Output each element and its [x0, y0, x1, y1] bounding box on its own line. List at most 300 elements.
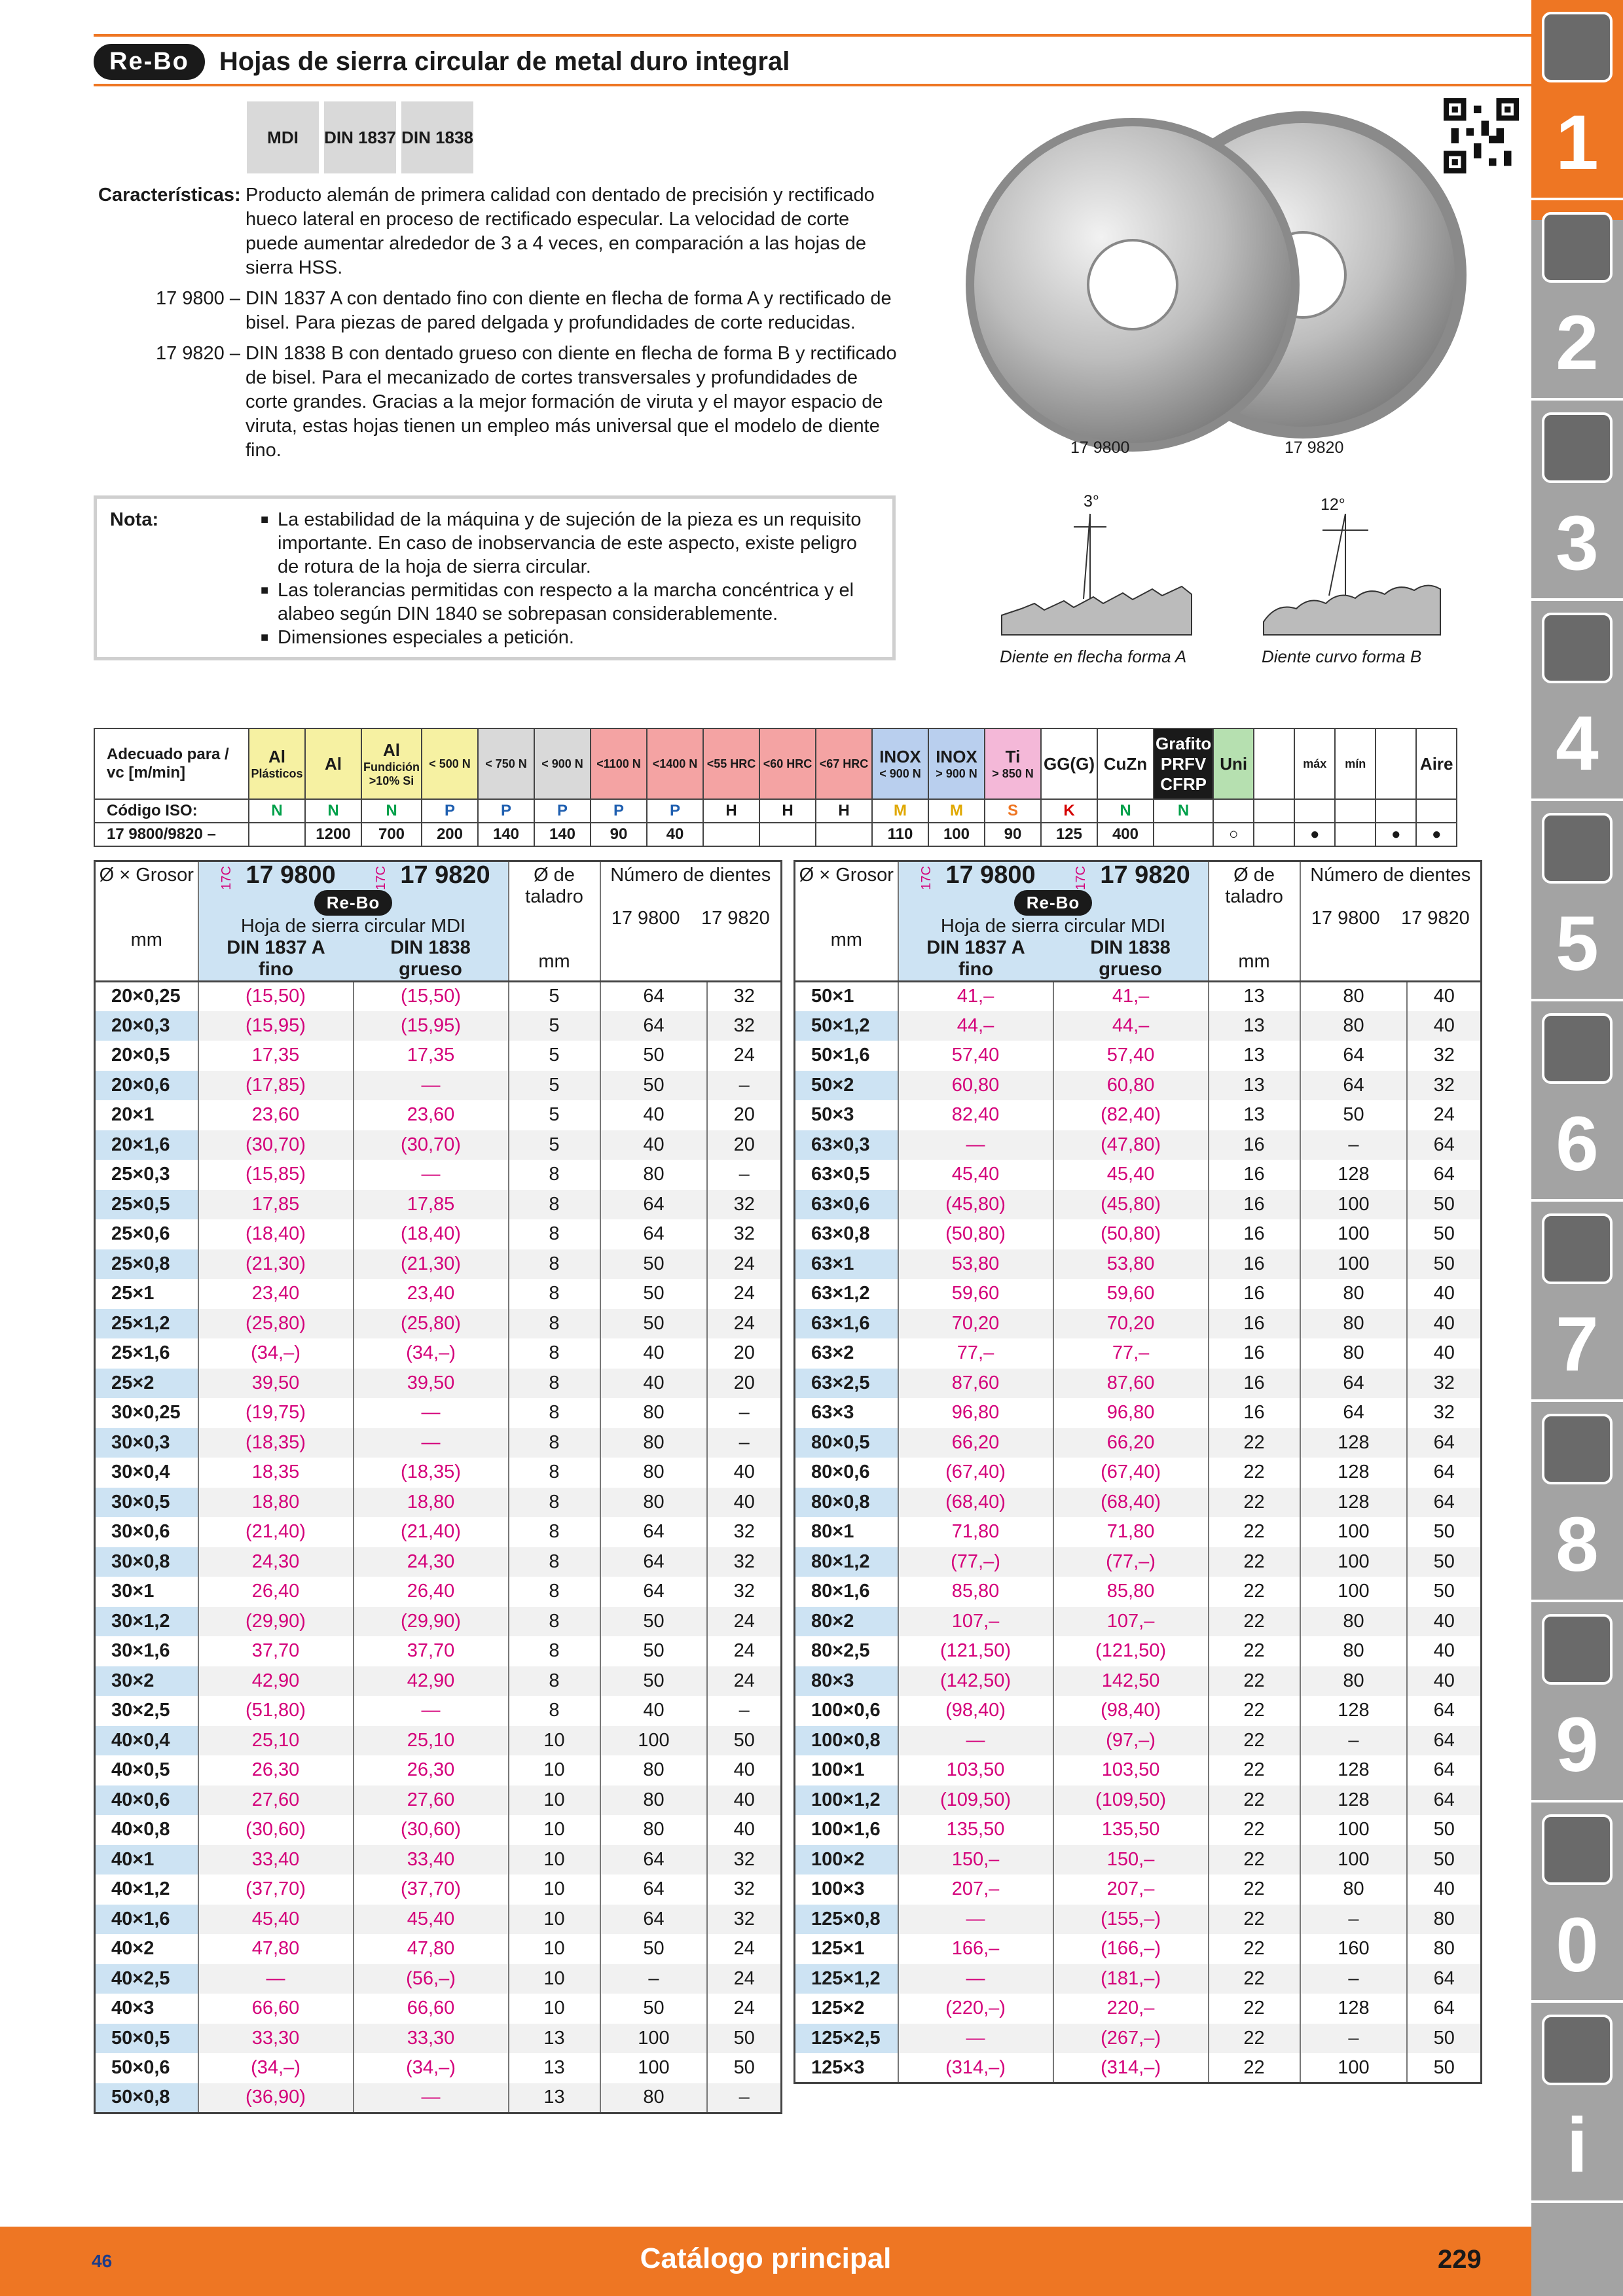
- teeth-coarse-cell: 64: [1407, 1488, 1481, 1518]
- price-fine-cell: 45,40: [898, 1160, 1053, 1190]
- intro-item-fine: [98, 287, 903, 335]
- size-cell: 80×0,8: [795, 1488, 898, 1518]
- size-cell: 30×0,3: [95, 1428, 198, 1458]
- size-cell: 25×0,8: [95, 1249, 198, 1280]
- iso-code: S: [985, 799, 1041, 823]
- teeth-fine-cell: 128: [1300, 1160, 1408, 1190]
- table-row: [795, 1488, 1482, 1518]
- material-header: Al: [305, 728, 361, 799]
- price-fine-cell: (77,–): [898, 1547, 1053, 1577]
- teeth-coarse-cell: 32: [707, 1874, 781, 1905]
- size-cell: 125×1: [795, 1934, 898, 1964]
- teeth-coarse-cell: 24: [707, 1934, 781, 1964]
- table-row: [795, 1160, 1482, 1190]
- price-coarse-cell: 27,60: [354, 1785, 509, 1816]
- size-cell: 50×1,6: [795, 1041, 898, 1071]
- price-coarse-cell: 23,60: [354, 1100, 509, 1130]
- price-fine-cell: (68,40): [898, 1488, 1053, 1518]
- chapter-tab-3[interactable]: [1531, 401, 1623, 620]
- size-cell: 50×2: [795, 1071, 898, 1101]
- teeth-fine-cell: 64: [600, 1517, 708, 1547]
- price-fine-cell: 207,–: [898, 1874, 1053, 1905]
- price-coarse-cell: (18,40): [354, 1219, 509, 1249]
- bore-cell: 8: [509, 1160, 600, 1190]
- bore-cell: 22: [1209, 1905, 1300, 1935]
- bore-cell: 13: [1209, 1100, 1300, 1130]
- teeth-fine-cell: 80: [1300, 1309, 1408, 1339]
- table-row: [795, 1607, 1482, 1637]
- bore-cell: 16: [1209, 1369, 1300, 1399]
- chapter-number: 3: [1556, 500, 1599, 586]
- price-fine-cell: —: [198, 1964, 354, 1994]
- note-item: ■ La estabilidad de la máquina y de sujeción de la pieza es un requisito importante. En caso de inobservancia de este aspecto, existe peligro de rotura de la hoja de sierra circular.: [261, 508, 879, 579]
- page-title: Hojas de sierra circular de metal duro integral: [219, 46, 790, 76]
- teeth-fine-cell: 100: [1300, 1249, 1408, 1280]
- bore-cell: 8: [509, 1666, 600, 1696]
- chapter-tab-7[interactable]: [1531, 1202, 1623, 1422]
- chapter-number: 8: [1556, 1501, 1599, 1588]
- size-cell: 20×1,6: [95, 1130, 198, 1160]
- cutting-speed: 140: [478, 823, 534, 846]
- saw-blades-image: [936, 98, 1473, 465]
- cutting-speed: 90: [985, 823, 1041, 846]
- size-cell: 50×0,8: [95, 2083, 198, 2113]
- price-fine-cell: (37,70): [198, 1874, 354, 1905]
- price-fine-cell: 77,–: [898, 1338, 1053, 1369]
- teeth-coarse-cell: 24: [707, 1279, 781, 1309]
- teeth-coarse-cell: 50: [1407, 1517, 1481, 1547]
- bore-cell: 16: [1209, 1309, 1300, 1339]
- teeth-fine-cell: –: [600, 1964, 708, 1994]
- price-fine-cell: —: [898, 2024, 1053, 2054]
- teeth-fine-cell: 50: [600, 1607, 708, 1637]
- table-row: [95, 1190, 782, 1220]
- bore-cell: 13: [1209, 981, 1300, 1011]
- price-fine-cell: 71,80: [898, 1517, 1053, 1547]
- size-cell: 30×0,5: [95, 1488, 198, 1518]
- bore-cell: 8: [509, 1517, 600, 1547]
- material-header: máx: [1294, 728, 1335, 799]
- chapter-number: i: [1566, 2102, 1588, 2189]
- price-fine-cell: (18,40): [198, 1219, 354, 1249]
- price-fine-cell: 103,50: [898, 1755, 1053, 1785]
- chapter-icon: [1542, 2015, 1613, 2085]
- material-header: <1100 N: [591, 728, 647, 799]
- teeth-fine-cell: 100: [1300, 1547, 1408, 1577]
- price-fine-cell: (50,80): [898, 1219, 1053, 1249]
- price-coarse-cell: 17,35: [354, 1041, 509, 1071]
- size-cell: 20×0,3: [95, 1011, 198, 1041]
- teeth-coarse-cell: 64: [1407, 1964, 1481, 1994]
- material-header: CuZn: [1097, 728, 1154, 799]
- iso-code: M: [928, 799, 985, 823]
- bore-cell: 8: [509, 1249, 600, 1280]
- price-fine-cell: (21,30): [198, 1249, 354, 1280]
- bore-cell: 22: [1209, 1458, 1300, 1488]
- size-cell: 63×0,6: [795, 1190, 898, 1220]
- chapter-number: 6: [1556, 1101, 1599, 1187]
- table-row: [795, 1905, 1482, 1935]
- price-fine-cell: (36,90): [198, 2083, 354, 2113]
- table-row: [795, 1815, 1482, 1845]
- size-cell: 25×2: [95, 1369, 198, 1399]
- chapter-icon: [1542, 1013, 1613, 1084]
- price-fine-cell: (314,–): [898, 2053, 1053, 2083]
- chapter-tab-2[interactable]: [1531, 200, 1623, 420]
- price-fine-cell: (34,–): [198, 2053, 354, 2083]
- material-header: <60 HRC: [759, 728, 816, 799]
- teeth-coarse-cell: 32: [707, 1190, 781, 1220]
- size-cell: 30×0,6: [95, 1517, 198, 1547]
- footer: [0, 2227, 1531, 2296]
- size-cell: 63×1: [795, 1249, 898, 1280]
- size-cell: 20×0,6: [95, 1071, 198, 1101]
- price-coarse-cell: (181,–): [1053, 1964, 1209, 1994]
- iso-code: M: [872, 799, 928, 823]
- price-coarse-cell: 45,40: [1053, 1160, 1209, 1190]
- teeth-coarse-cell: 32: [707, 1905, 781, 1935]
- bore-cell: 8: [509, 1219, 600, 1249]
- table-row: [795, 2053, 1482, 2083]
- size-cell: 40×1,2: [95, 1874, 198, 1905]
- size-cell: 125×3: [795, 2053, 898, 2083]
- price-coarse-cell: 45,40: [354, 1905, 509, 1935]
- iso-code: [1335, 799, 1376, 823]
- size-cell: 30×1: [95, 1577, 198, 1607]
- table-row: [795, 1011, 1482, 1041]
- teeth-coarse-cell: 64: [1407, 1994, 1481, 2024]
- price-fine-cell: (67,40): [898, 1458, 1053, 1488]
- cutting-speed: ○: [1213, 823, 1254, 846]
- bore-cell: 22: [1209, 1994, 1300, 2024]
- price-coarse-cell: —: [354, 1160, 509, 1190]
- size-cell: 40×1: [95, 1845, 198, 1875]
- table-row: [795, 1100, 1482, 1130]
- table-row: [795, 1369, 1482, 1399]
- price-coarse-cell: 207,–: [1053, 1874, 1209, 1905]
- size-cell: 25×1,2: [95, 1309, 198, 1339]
- price-fine-cell: 150,–: [898, 1845, 1053, 1875]
- teeth-fine-cell: –: [1300, 1130, 1408, 1160]
- chapter-tab-1[interactable]: [1531, 0, 1623, 220]
- material-header: < 500 N: [422, 728, 478, 799]
- teeth-fine-cell: 64: [600, 981, 708, 1011]
- price-fine-cell: 24,30: [198, 1547, 354, 1577]
- price-coarse-cell: (68,40): [1053, 1488, 1209, 1518]
- table-row: [95, 1964, 782, 1994]
- price-fine-cell: (30,60): [198, 1815, 354, 1845]
- footer-page-number: 229: [1438, 2245, 1482, 2274]
- price-coarse-cell: (18,35): [354, 1458, 509, 1488]
- table-row: [795, 1517, 1482, 1547]
- tooth-form-b: [1264, 514, 1440, 635]
- chapter-tab-9[interactable]: [1531, 1602, 1623, 1822]
- size-cell: 100×1,6: [795, 1815, 898, 1845]
- price-fine-cell: 41,–: [898, 981, 1053, 1011]
- iso-code: H: [703, 799, 759, 823]
- teeth-coarse-cell: 24: [707, 1249, 781, 1280]
- teeth-fine-cell: 100: [1300, 1577, 1408, 1607]
- teeth-coarse-cell: 40: [1407, 1011, 1481, 1041]
- teeth-coarse-cell: 64: [1407, 1160, 1481, 1190]
- teeth-coarse-cell: 64: [1407, 1755, 1481, 1785]
- teeth-fine-cell: 80: [600, 1488, 708, 1518]
- price-fine-cell: (121,50): [898, 1636, 1053, 1666]
- price-coarse-cell: —: [354, 1398, 509, 1428]
- size-cell: 30×2,5: [95, 1696, 198, 1726]
- cutting-speed: 100: [928, 823, 985, 846]
- table-row: [95, 1041, 782, 1071]
- table-row: [795, 1190, 1482, 1220]
- bore-cell: 16: [1209, 1219, 1300, 1249]
- teeth-fine-cell: 160: [1300, 1934, 1408, 1964]
- material-header: Uni: [1213, 728, 1254, 799]
- price-coarse-cell: 24,30: [354, 1547, 509, 1577]
- teeth-fine-cell: 80: [600, 1428, 708, 1458]
- bore-cell: 22: [1209, 1607, 1300, 1637]
- table-row: [95, 1011, 782, 1041]
- teeth-fine-cell: 64: [600, 1905, 708, 1935]
- teeth-fine-cell: 64: [600, 1219, 708, 1249]
- chapter-tab-6[interactable]: [1531, 1001, 1623, 1221]
- price-fine-cell: (25,80): [198, 1309, 354, 1339]
- teeth-fine-cell: 50: [600, 1666, 708, 1696]
- chapter-tab-5[interactable]: [1531, 801, 1623, 1021]
- bore-cell: 22: [1209, 1874, 1300, 1905]
- size-cell: 25×1,6: [95, 1338, 198, 1369]
- price-fine-cell: 42,90: [198, 1666, 354, 1696]
- teeth-coarse-cell: 50: [1407, 1577, 1481, 1607]
- price-coarse-cell: (56,–): [354, 1964, 509, 1994]
- teeth-coarse-cell: 50: [707, 2053, 781, 2083]
- teeth-fine-cell: 80: [1300, 1279, 1408, 1309]
- teeth-fine-cell: 100: [600, 2024, 708, 2054]
- bore-cell: 16: [1209, 1279, 1300, 1309]
- col-size: Ø × Grosor mm: [95, 861, 198, 982]
- col-size: Ø × Grosor mm: [795, 861, 898, 982]
- teeth-coarse-cell: 24: [707, 1964, 781, 1994]
- chapter-number: 2: [1556, 300, 1599, 386]
- teeth-coarse-cell: 40: [1407, 1666, 1481, 1696]
- material-header: Ti > 850 N: [985, 728, 1041, 799]
- size-cell: 80×0,6: [795, 1458, 898, 1488]
- chapter-tab-11[interactable]: [1531, 2003, 1623, 2223]
- table-row: [795, 1994, 1482, 2024]
- bore-cell: 8: [509, 1428, 600, 1458]
- angle-a-label: 3°: [1084, 492, 1099, 511]
- teeth-fine-cell: 40: [600, 1338, 708, 1369]
- footer-catalog-title: Catálogo principal: [640, 2242, 892, 2274]
- price-coarse-cell: 71,80: [1053, 1517, 1209, 1547]
- price-fine-cell: 70,20: [898, 1309, 1053, 1339]
- price-fine-cell: 57,40: [898, 1041, 1053, 1071]
- bore-cell: 8: [509, 1607, 600, 1637]
- price-fine-cell: 60,80: [898, 1071, 1053, 1101]
- bore-cell: 22: [1209, 1755, 1300, 1785]
- teeth-fine-cell: 50: [600, 1994, 708, 2024]
- teeth-fine-cell: 128: [1300, 1458, 1408, 1488]
- table-row: [95, 1577, 782, 1607]
- bore-cell: 13: [509, 2053, 600, 2083]
- note-box: [94, 495, 896, 660]
- material-header: mín: [1335, 728, 1376, 799]
- size-cell: 80×1,2: [795, 1547, 898, 1577]
- teeth-coarse-cell: 80: [1407, 1905, 1481, 1935]
- table-row: [795, 1219, 1482, 1249]
- price-coarse-cell: 39,50: [354, 1369, 509, 1399]
- cutting-speed: ●: [1416, 823, 1457, 846]
- teeth-fine-cell: 80: [600, 2083, 708, 2113]
- price-fine-cell: (220,–): [898, 1994, 1053, 2024]
- size-cell: 100×2: [795, 1845, 898, 1875]
- size-cell: 40×1,6: [95, 1905, 198, 1935]
- teeth-coarse-cell: –: [707, 1398, 781, 1428]
- teeth-fine-cell: 40: [600, 1696, 708, 1726]
- chapter-tab-10[interactable]: [1531, 1803, 1623, 2022]
- bore-cell: 16: [1209, 1249, 1300, 1280]
- price-fine-cell: 45,40: [198, 1905, 354, 1935]
- bore-cell: 16: [1209, 1160, 1300, 1190]
- cutting-speed: [1335, 823, 1376, 846]
- teeth-coarse-cell: 80: [1407, 1934, 1481, 1964]
- top-rule: [94, 34, 1531, 37]
- cutting-speed: 200: [422, 823, 478, 846]
- material-header: Al Plásticos: [249, 728, 305, 799]
- price-coarse-cell: 33,30: [354, 2024, 509, 2054]
- price-coarse-cell: 25,10: [354, 1726, 509, 1756]
- price-coarse-cell: (109,50): [1053, 1785, 1209, 1816]
- size-cell: 30×0,8: [95, 1547, 198, 1577]
- iso-code: P: [591, 799, 647, 823]
- teeth-coarse-cell: 40: [707, 1458, 781, 1488]
- note-list: [261, 508, 879, 648]
- price-fine-cell: 33,30: [198, 2024, 354, 2054]
- teeth-coarse-cell: 40: [1407, 981, 1481, 1011]
- teeth-coarse-cell: 40: [1407, 1338, 1481, 1369]
- teeth-coarse-cell: 24: [707, 1607, 781, 1637]
- teeth-fine-cell: –: [1300, 1726, 1408, 1756]
- teeth-fine-cell: 100: [600, 1726, 708, 1756]
- price-fine-cell: 23,40: [198, 1279, 354, 1309]
- teeth-coarse-cell: 50: [1407, 1249, 1481, 1280]
- iso-code: [1213, 799, 1254, 823]
- price-coarse-cell: 57,40: [1053, 1041, 1209, 1071]
- teeth-coarse-cell: –: [707, 1428, 781, 1458]
- brand-logo: Re-Bo: [94, 44, 205, 80]
- material-header: [1376, 728, 1416, 799]
- size-cell: 40×0,8: [95, 1815, 198, 1845]
- brand-logo-small: Re-Bo: [1014, 890, 1093, 916]
- teeth-coarse-cell: 40: [707, 1488, 781, 1518]
- table-row: [95, 1607, 782, 1637]
- price-fine-cell: 107,–: [898, 1607, 1053, 1637]
- bore-cell: 10: [509, 1994, 600, 2024]
- bore-cell: 22: [1209, 1815, 1300, 1845]
- teeth-coarse-cell: 40: [707, 1785, 781, 1816]
- cutting-speed: [816, 823, 872, 846]
- table-row: [795, 1845, 1482, 1875]
- teeth-fine-cell: 80: [1300, 1607, 1408, 1637]
- teeth-coarse-cell: 40: [1407, 1279, 1481, 1309]
- price-coarse-cell: 42,90: [354, 1666, 509, 1696]
- price-coarse-cell: (50,80): [1053, 1219, 1209, 1249]
- teeth-coarse-cell: 40: [1407, 1309, 1481, 1339]
- size-cell: 63×0,8: [795, 1219, 898, 1249]
- price-coarse-cell: (82,40): [1053, 1100, 1209, 1130]
- price-coarse-cell: (98,40): [1053, 1696, 1209, 1726]
- teeth-fine-cell: 100: [1300, 1219, 1408, 1249]
- table-row: [795, 1041, 1482, 1071]
- table-row: [795, 1398, 1482, 1428]
- price-coarse-cell: (37,70): [354, 1874, 509, 1905]
- table-row: [795, 1130, 1482, 1160]
- teeth-fine-cell: 80: [600, 1398, 708, 1428]
- price-fine-cell: —: [898, 1905, 1053, 1935]
- cutting-speed: 400: [1097, 823, 1154, 846]
- teeth-coarse-cell: 32: [707, 1219, 781, 1249]
- teeth-fine-cell: 100: [1300, 1517, 1408, 1547]
- price-fine-cell: 17,85: [198, 1190, 354, 1220]
- price-coarse-cell: —: [354, 2083, 509, 2113]
- bore-cell: 22: [1209, 1636, 1300, 1666]
- chapter-tab-4[interactable]: [1531, 601, 1623, 821]
- table-row: [95, 1160, 782, 1190]
- brand-logo-small: Re-Bo: [314, 890, 393, 916]
- price-fine-cell: (15,85): [198, 1160, 354, 1190]
- material-header: Al Fundición >10% Si: [361, 728, 422, 799]
- table-row: [95, 1398, 782, 1428]
- bore-cell: 13: [1209, 1071, 1300, 1101]
- chapter-tab-8[interactable]: [1531, 1402, 1623, 1622]
- cutting-speed: [1154, 823, 1213, 846]
- teeth-fine-cell: 64: [600, 1547, 708, 1577]
- price-coarse-cell: 70,20: [1053, 1309, 1209, 1339]
- price-coarse-cell: (30,70): [354, 1130, 509, 1160]
- table-row: [95, 1994, 782, 2024]
- size-cell: 50×1,2: [795, 1011, 898, 1041]
- size-cell: 40×0,4: [95, 1726, 198, 1756]
- suitability-table: [94, 728, 1457, 847]
- teeth-fine-cell: 50: [600, 1636, 708, 1666]
- teeth-fine-cell: 80: [1300, 1874, 1408, 1905]
- price-coarse-cell: (267,–): [1053, 2024, 1209, 2054]
- price-fine-cell: 135,50: [898, 1815, 1053, 1845]
- chapter-icon: [1542, 1814, 1613, 1885]
- teeth-coarse-cell: –: [707, 1160, 781, 1190]
- size-cell: 20×1: [95, 1100, 198, 1130]
- cutting-speed: 125: [1041, 823, 1097, 846]
- teeth-coarse-cell: 20: [707, 1338, 781, 1369]
- table-row: [795, 1458, 1482, 1488]
- teeth-fine-cell: 64: [600, 1874, 708, 1905]
- teeth-fine-cell: 80: [1300, 1636, 1408, 1666]
- table-row: [95, 1428, 782, 1458]
- badges: [247, 101, 473, 173]
- teeth-coarse-cell: 32: [1407, 1369, 1481, 1399]
- price-coarse-cell: 220,–: [1053, 1994, 1209, 2024]
- price-fine-cell: (98,40): [898, 1696, 1053, 1726]
- bore-cell: 13: [1209, 1041, 1300, 1071]
- characteristics-text: Producto alemán de primera calidad con dentado de precisión y rectificado hueco lateral en proceso de rectificado especular. La velocidad de corte puede aumentar alrededor de 3 a 4 veces, en comparación a las hojas de sierra HSS.: [246, 185, 875, 278]
- tooth-a-caption: Diente en flecha forma A: [1000, 647, 1187, 666]
- bore-cell: 10: [509, 1964, 600, 1994]
- item-fine-text: DIN 1837 A con dentado fino con diente en flecha de forma A y rectificado de bisel. Para piezas de pared delgada y profundidades de corte reducidas.: [246, 288, 892, 333]
- teeth-fine-cell: 64: [1300, 1369, 1408, 1399]
- size-cell: 63×2: [795, 1338, 898, 1369]
- material-header: INOX > 900 N: [928, 728, 985, 799]
- footer-page-ref: 46: [92, 2251, 113, 2271]
- price-coarse-cell: (21,40): [354, 1517, 509, 1547]
